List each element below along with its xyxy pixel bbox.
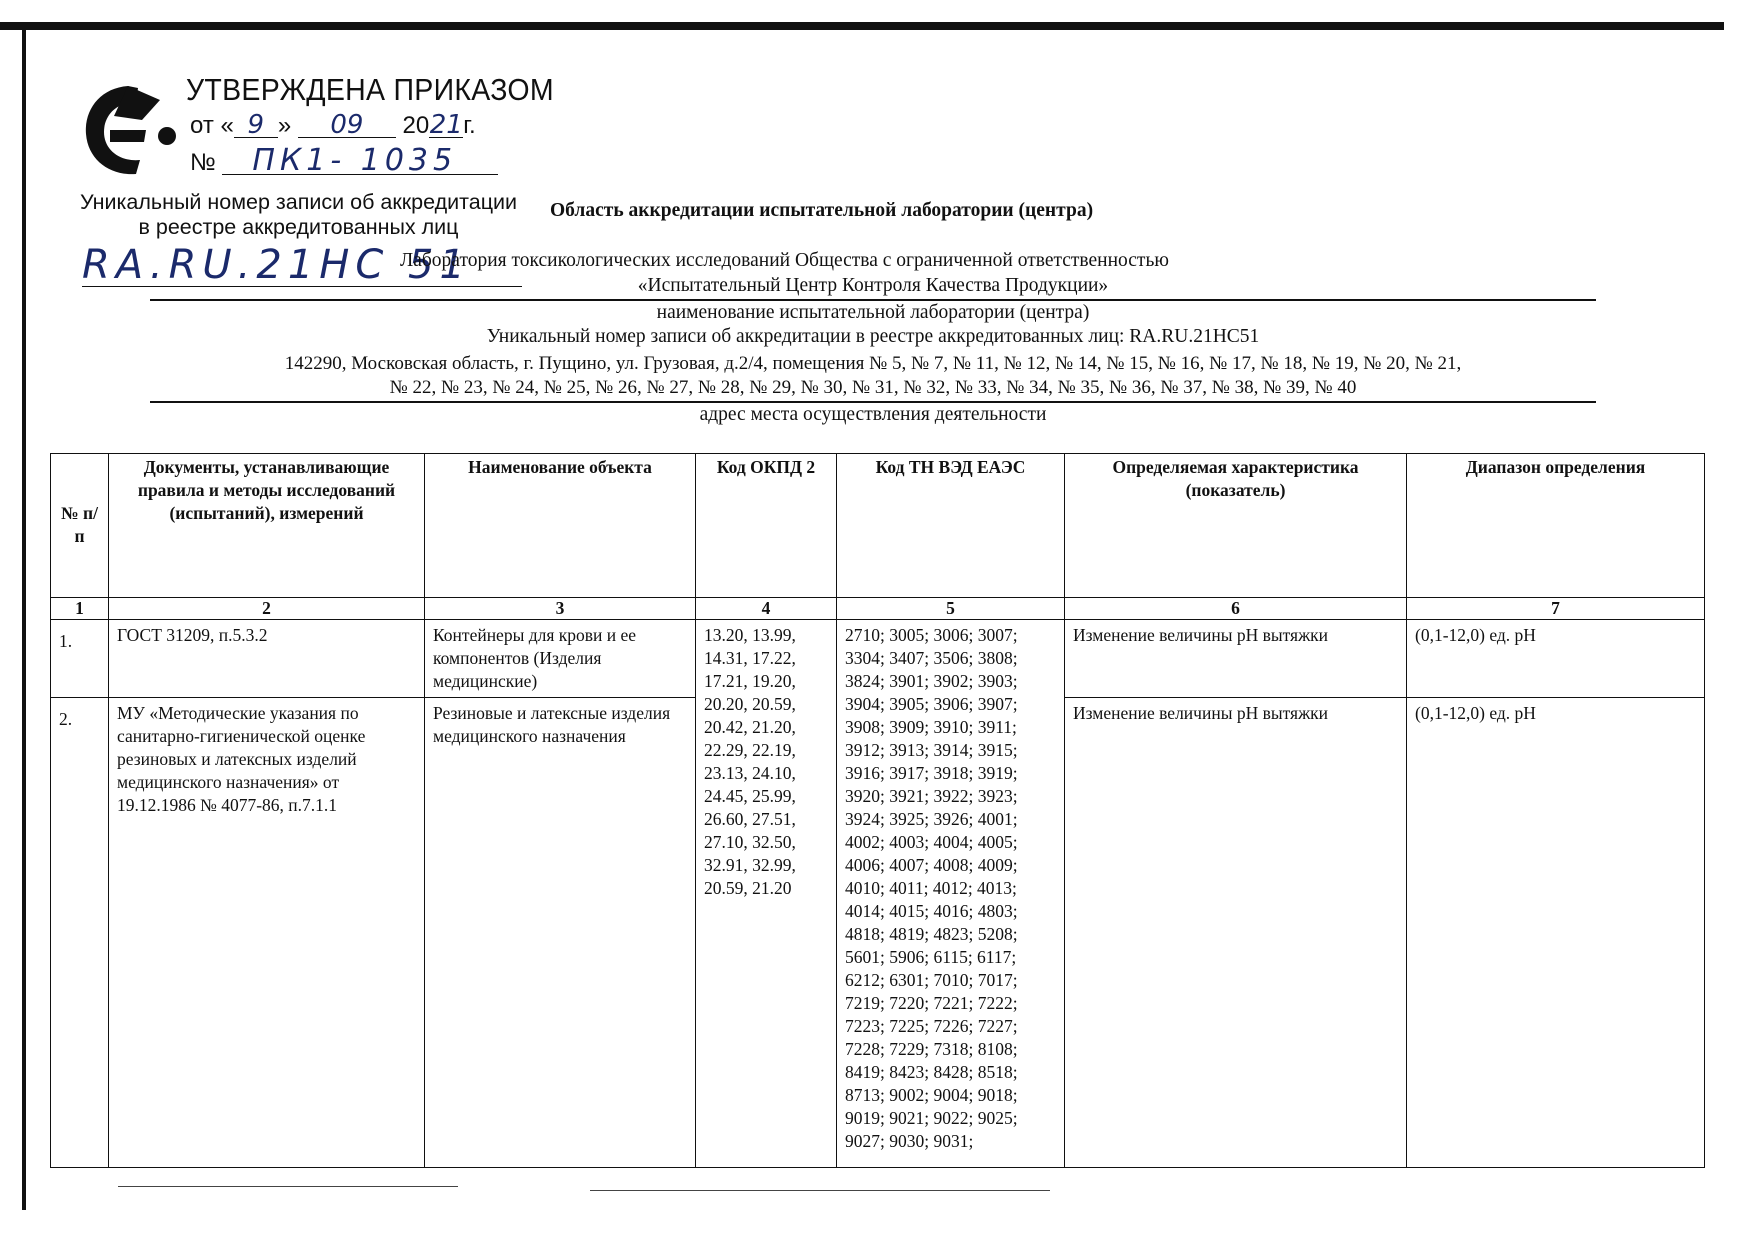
row-characteristic: Изменение величины pH вытяжки <box>1065 620 1407 698</box>
registry-line: Уникальный номер записи об аккредитации в реестре аккредитованных лиц: RA.RU.21НС51 <box>486 326 1260 347</box>
year-unit: г. <box>463 112 476 139</box>
header-okpd2: Код ОКПД 2 <box>696 454 837 598</box>
column-number: 3 <box>425 598 696 620</box>
accreditation-logo-icon <box>80 80 180 180</box>
approval-date <box>190 112 476 140</box>
approval-title: УТВЕРЖДЕНА ПРИКАЗОМ <box>186 72 554 107</box>
row-number: 1. <box>51 620 109 698</box>
address-line2: № 22, № 23, № 24, № 25, № 26, № 27, № 28, № 29, № 30, № 31, № 32, № 33, № 34, № 35, № 36, № 37, № 38, № 39, № 40 <box>389 377 1357 398</box>
table-header-row <box>51 454 1705 598</box>
lab-name-underline <box>150 299 1596 301</box>
handwritten-day: 9 <box>234 113 278 138</box>
address-caption: адрес места осуществления деятельности <box>699 404 1047 425</box>
column-number: 6 <box>1065 598 1407 620</box>
row-number: 2. <box>51 698 109 1168</box>
handwritten-registry-number: RA.RU.21НС 51 <box>82 244 522 287</box>
address-underline <box>150 401 1596 403</box>
tnved-codes: 2710; 3005; 3006; 3007; 3304; 3407; 3506; 3808; 3824; 3901; 3902; 3903; 3904; 3905; 3906; 3907; 3908; 3909; 3910; 3911; 3912; 3913; 3914; 3915; 3916; 3917; 3918; 3919; 3920; 3921; 3922; 3923; 3924; 3925; 3926; 4001; 4002; 4003; 4004; 4005; 4006; 4007; 4008; 4009; 4010; 4011; 4012; 4013; 4014; 4015; 4016; 4803; 4818; 4819; 4823; 5208; 5601; 5906; 6115; 6117; 6212; 6301; 7010; 7017; 7219; 7220; 7221; 7222; 7223; 7225; 7226; 7227; 7228; 7229; 7318; 8108; 8419; 8423; 8428; 8518; 8713; 9002; 9004; 9018; 9019; 9021; 9022; 9025; 9027; 9030; 9031; <box>837 620 1065 1168</box>
number-label: № <box>190 149 216 176</box>
header-number: № п/п <box>51 454 109 598</box>
column-number: 7 <box>1407 598 1705 620</box>
accreditation-scope-table <box>50 453 1705 1168</box>
top-border <box>0 22 1724 30</box>
year-prefix: 20 <box>402 112 430 139</box>
row-object: Контейнеры для крови и ее компонентов (Изделия медицинские) <box>425 620 696 698</box>
row-document: ГОСТ 31209, п.5.3.2 <box>109 620 425 698</box>
bottom-rule <box>118 1186 458 1187</box>
column-number-row <box>51 598 1705 620</box>
handwritten-month: 09 <box>298 113 396 138</box>
lab-name-line1: Лаборатория токсикологических исследований Общества с ограниченной ответственностью <box>400 250 1169 271</box>
handwritten-order-number: ПК1- 1035 <box>222 148 498 175</box>
accreditation-caption: Уникальный номер записи об аккредитации в реестре аккредитованных лиц <box>79 190 518 239</box>
row-document: МУ «Методические указания по санитарно-гигиенической оценке резиновых и латексных изделий медицинского назначения» от 19.12.1986 № 4077-86, п.7.1.1 <box>109 698 425 1168</box>
column-number: 5 <box>837 598 1065 620</box>
header-object: Наименование объекта <box>425 454 696 598</box>
date-prefix: от « <box>190 112 234 139</box>
row-range: (0,1-12,0) ед. pH <box>1407 698 1705 1168</box>
column-number: 2 <box>109 598 425 620</box>
header-characteristic: Определяемая характеристика (показатель) <box>1065 454 1407 598</box>
bottom-rule <box>590 1190 1050 1191</box>
okpd2-codes: 13.20, 13.99, 14.31, 17.22, 17.21, 19.20, 20.20, 20.59, 20.42, 21.20, 22.29, 22.19, 23.13, 24.10, 24.45, 25.99, 26.60, 27.51, 27.10, 32.50, 32.91, 32.99, 20.59, 21.20 <box>696 620 837 1168</box>
lab-name-caption: наименование испытательной лаборатории (центра) <box>656 302 1090 323</box>
table-row <box>51 620 1705 698</box>
address-line1: 142290, Московская область, г. Пущино, ул. Грузовая, д.2/4, помещения № 5, № 7, № 11, № 12, № 14, № 15, № 16, № 17, № 18, № 19, № 20, № 21, <box>284 353 1462 374</box>
column-number: 1 <box>51 598 109 620</box>
header-documents: Документы, устанавливающие правила и методы исследований (испытаний), измерений <box>109 454 425 598</box>
header-range: Диапазон определения <box>1407 454 1705 598</box>
row-characteristic: Изменение величины pH вытяжки <box>1065 698 1407 1168</box>
row-range: (0,1-12,0) ед. pH <box>1407 620 1705 698</box>
row-object: Резиновые и латексные изделия медицинского назначения <box>425 698 696 1168</box>
date-mid: » <box>277 112 292 139</box>
header-tnved: Код ТН ВЭД ЕАЭС <box>837 454 1065 598</box>
left-border <box>22 30 26 1210</box>
approval-number <box>190 143 498 178</box>
column-number: 4 <box>696 598 837 620</box>
handwritten-year: 21 <box>429 110 463 140</box>
document-title: Область аккредитации испытательной лаборатории (центра) <box>550 200 1094 221</box>
lab-name-line2: «Испытательный Центр Контроля Качества Продукции» <box>637 275 1109 296</box>
